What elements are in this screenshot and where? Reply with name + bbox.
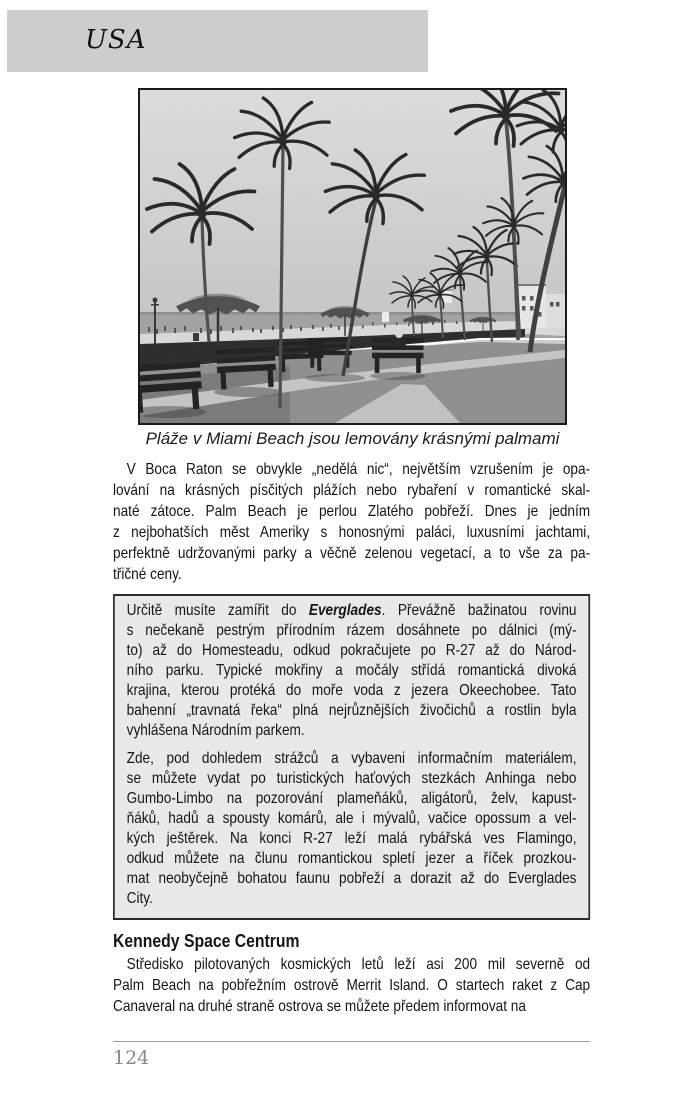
intro-paragraph bbox=[113, 459, 590, 585]
text-line: odkud můžete na člunu romantickou spletí jezer a říček prozkou- bbox=[126, 850, 577, 867]
text-line: Gumbo-Limbo na pozorování plameňáků, aligátorů, želv, kapust- bbox=[126, 790, 577, 807]
text-line: třičné ceny. bbox=[113, 566, 182, 583]
emphasized-term: Everglades bbox=[308, 602, 382, 619]
text-line: Středisko pilotovaných kosmických letů leží asi 200 mil severně od bbox=[126, 956, 591, 973]
text-line: Zde, pod dohledem strážců a vybaveni informačním materiálem, bbox=[126, 750, 577, 767]
text-line: ního parku. Typické mokřiny a močály střídá romantická divoká bbox=[126, 662, 577, 679]
chapter-header-bar bbox=[7, 10, 428, 72]
beach-photo-frame bbox=[138, 88, 567, 425]
text-line: s nečekaně pestrým přírodním rázem dosáhnete po dálnici (mý- bbox=[126, 622, 577, 639]
text-line: Canaveral na druhé straně ostrova se můžete předem informovat na bbox=[113, 998, 526, 1015]
footer-rule bbox=[113, 1041, 590, 1042]
miami-beach-photo bbox=[140, 90, 565, 423]
text-line: kých ještěrek. Na konci R-27 leží malá rybářská ves Flamingo, bbox=[126, 830, 577, 847]
text-line: lování na krásných písčitých plážích nebo rybaření v romantické skal- bbox=[113, 482, 591, 499]
text-line: to) až do Homesteadu, odkud pokračujete po R-27 až do Národ- bbox=[126, 642, 577, 659]
text-line: perfektně udržovanými parky a věčně zelenou vegetací, a to vše za pa- bbox=[113, 545, 591, 562]
text-line: krajina, kterou protéká do moře voda z jezera Okeechobee. Tato bbox=[126, 682, 577, 699]
text-line: City. bbox=[126, 890, 153, 907]
text-line: z nejbohatších měst Ameriky s honosnými paláci, luxusními jachtami, bbox=[113, 524, 591, 541]
text-line: Palm Beach na pobřežním ostrově Merrit Island. O startech raket z Cap bbox=[113, 977, 591, 994]
photo-caption: Pláže v Miami Beach jsou lemovány krásnými palmami bbox=[145, 429, 560, 448]
text-line: naté zátoce. Palm Beach je perlou Zlatého pobřeží. Dnes je jedním bbox=[113, 503, 591, 520]
text-line: bahenní „travnatá řeka“ plná nejrůznějších živočichů a rostlin byla bbox=[126, 702, 577, 719]
everglades-info-box bbox=[113, 594, 590, 920]
text-line: Určitě musíte zamířit do Everglades. Převážně bažinatou rovinu bbox=[126, 602, 577, 619]
section-heading: Kennedy Space Centrum bbox=[113, 930, 300, 951]
chapter-title: USA bbox=[85, 25, 147, 55]
page-number: 124 bbox=[113, 1047, 150, 1069]
text-line: ňáků, hadů a spousty komárů, ale i mývalů, vačice opossum a vel- bbox=[126, 810, 577, 827]
text-line: vyhlášena Národním parkem. bbox=[126, 722, 305, 739]
text-line: se můžete vydat po turistických haťových stezkách Anhinga nebo bbox=[126, 770, 577, 787]
kennedy-paragraph bbox=[113, 954, 590, 1017]
text-line: V Boca Raton se obvykle „nedělá nic“, největším vzrušením je opa- bbox=[126, 461, 591, 478]
box-paragraph-1 bbox=[127, 601, 577, 741]
box-paragraph-2 bbox=[127, 749, 577, 909]
text-line: mat neobyčejně bohatou faunu pobřeží a dorazit až do Everglades bbox=[126, 870, 577, 887]
film-grain bbox=[140, 90, 565, 423]
text-column bbox=[113, 459, 590, 1017]
